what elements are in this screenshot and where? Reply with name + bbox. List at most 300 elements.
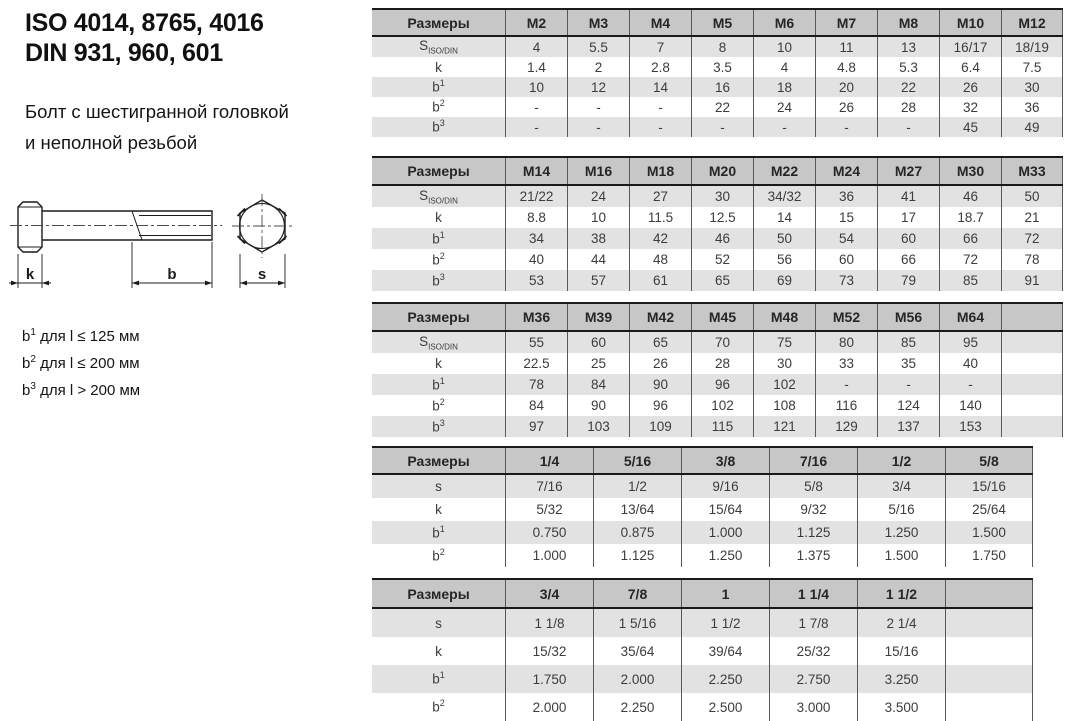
value-cell: 15/64: [681, 498, 769, 521]
value-cell: 38: [567, 228, 629, 249]
row-label: [372, 498, 505, 521]
value-cell: 11.5: [629, 207, 691, 228]
value-cell: 13/64: [593, 498, 681, 521]
value-cell: 153: [939, 416, 1001, 437]
row-label-text: $b^1$: [432, 78, 445, 95]
value-cell: 10: [567, 207, 629, 228]
column-header: [1001, 304, 1063, 330]
table-row: [372, 475, 1033, 498]
value-cell: 1.375: [769, 544, 857, 567]
table-row: [372, 57, 1063, 77]
column-header: M22: [753, 158, 815, 184]
value-cell: 116: [815, 395, 877, 416]
column-header: 1/2: [857, 448, 945, 473]
value-cell: 2: [567, 57, 629, 77]
dim-b-arrow-right: [205, 281, 212, 286]
value-cell: 12.5: [691, 207, 753, 228]
row-label-text: $b^3$: [432, 271, 445, 289]
value-cell: 78: [505, 374, 567, 395]
value-cell: 3.000: [769, 693, 857, 721]
value-cell: 54: [815, 228, 877, 249]
table-row: [372, 186, 1063, 207]
footnote-line: $b^1$ для l ≤ 125 мм: [22, 327, 140, 345]
value-cell: 66: [939, 228, 1001, 249]
value-cell: 0.875: [593, 521, 681, 544]
table-row: [372, 249, 1063, 270]
value-cell: 65: [691, 270, 753, 291]
column-header: 3/8: [681, 448, 769, 473]
value-cell: -: [567, 97, 629, 117]
value-cell: 3.500: [857, 693, 945, 721]
dim-k-arrow-left: [11, 281, 18, 286]
value-cell: 15/16: [857, 637, 945, 665]
value-cell: 24: [753, 97, 815, 117]
column-header: 1: [681, 580, 769, 607]
value-cell: 1 5/16: [593, 609, 681, 637]
table-row: [372, 637, 1033, 665]
row-label: [372, 353, 505, 374]
column-header: 7/16: [769, 448, 857, 473]
value-cell: [1001, 353, 1063, 374]
row-label: [372, 475, 505, 498]
value-cell: 11: [815, 37, 877, 57]
value-cell: 79: [877, 270, 939, 291]
column-header: M8: [877, 10, 939, 35]
column-header: 1/4: [505, 448, 593, 473]
value-cell: -: [691, 117, 753, 137]
value-cell: 1.125: [593, 544, 681, 567]
value-cell: 96: [691, 374, 753, 395]
value-cell: 7.5: [1001, 57, 1063, 77]
value-cell: 1.750: [505, 665, 593, 693]
footnote-line: $b^3$ для l > 200 мм: [22, 381, 141, 399]
column-header: M12: [1001, 10, 1063, 35]
value-cell: 2.500: [681, 693, 769, 721]
value-cell: 30: [753, 353, 815, 374]
value-cell: 72: [939, 249, 1001, 270]
value-cell: 3.5: [691, 57, 753, 77]
column-header: M14: [505, 158, 567, 184]
column-header: M20: [691, 158, 753, 184]
corner-header: Размеры: [407, 14, 470, 31]
table-row: [372, 416, 1063, 437]
row-label: [372, 207, 505, 228]
value-cell: 8.8: [505, 207, 567, 228]
row-label-text: k: [435, 502, 442, 517]
value-cell: 8: [691, 37, 753, 57]
value-cell: 66: [877, 249, 939, 270]
value-cell: 18/19: [1001, 37, 1063, 57]
value-cell: 18.7: [939, 207, 1001, 228]
value-cell: 9/16: [681, 475, 769, 498]
column-header: M2: [505, 10, 567, 35]
value-cell: 10: [505, 77, 567, 97]
page-subtitle: [25, 96, 289, 158]
row-label: [372, 395, 505, 416]
column-header: M45: [691, 304, 753, 330]
value-cell: 1 1/8: [505, 609, 593, 637]
row-label-text: k: [435, 643, 442, 659]
row-label: [372, 97, 505, 117]
footnote-line: $b^2$ для l ≤ 200 мм: [22, 354, 140, 372]
value-cell: 10: [753, 37, 815, 57]
value-cell: 48: [629, 249, 691, 270]
value-cell: -: [815, 374, 877, 395]
table-row: [372, 693, 1033, 721]
value-cell: 15: [815, 207, 877, 228]
value-cell: 25/32: [769, 637, 857, 665]
value-cell: 85: [939, 270, 1001, 291]
value-cell: 108: [753, 395, 815, 416]
value-cell: 137: [877, 416, 939, 437]
value-cell: 75: [753, 332, 815, 353]
value-cell: 7: [629, 37, 691, 57]
column-header: 1 1/4: [769, 580, 857, 607]
dim-s-arrow-right: [278, 281, 285, 286]
row-label-text: $b^2$: [432, 250, 445, 268]
column-header: M48: [753, 304, 815, 330]
value-cell: 1.500: [945, 521, 1033, 544]
column-header: M64: [939, 304, 1001, 330]
row-label-text: $b^2$: [432, 546, 445, 564]
table-row: [372, 37, 1063, 57]
value-cell: 1.500: [857, 544, 945, 567]
row-label-text: $b^3$: [432, 417, 445, 435]
row-label-text: $S_{ISO/DIN}$: [419, 38, 458, 56]
value-cell: 2.8: [629, 57, 691, 77]
dim-b-arrow-left: [132, 281, 139, 286]
row-label-text: $b^1$: [432, 229, 445, 247]
column-header: M52: [815, 304, 877, 330]
value-cell: -: [629, 117, 691, 137]
bolt-drawing: [8, 180, 328, 312]
value-cell: 28: [877, 97, 939, 117]
value-cell: 9/32: [769, 498, 857, 521]
value-cell: 30: [691, 186, 753, 207]
value-cell: 69: [753, 270, 815, 291]
value-cell: 97: [505, 416, 567, 437]
column-header: M24: [815, 158, 877, 184]
value-cell: 33: [815, 353, 877, 374]
corner-header: Размеры: [407, 309, 470, 325]
value-cell: 26: [939, 77, 1001, 97]
value-cell: 60: [877, 228, 939, 249]
row-label-text: $b^1$: [432, 375, 445, 393]
value-cell: 2.750: [769, 665, 857, 693]
value-cell: 46: [939, 186, 1001, 207]
value-cell: 1.125: [769, 521, 857, 544]
value-cell: 22: [691, 97, 753, 117]
table-row: [372, 353, 1063, 374]
row-label-text: s: [435, 615, 442, 631]
table-header-row: [372, 448, 1033, 475]
row-label-text: $S_{ISO/DIN}$: [419, 187, 458, 206]
value-cell: 57: [567, 270, 629, 291]
value-cell: 20: [815, 77, 877, 97]
table-row: [372, 609, 1033, 637]
table-row: [372, 498, 1033, 521]
value-cell: -: [567, 117, 629, 137]
dimension-table-2: [372, 156, 1063, 291]
row-label-text: $S_{ISO/DIN}$: [419, 333, 458, 352]
column-header: M18: [629, 158, 691, 184]
value-cell: 16/17: [939, 37, 1001, 57]
value-cell: 30: [1001, 77, 1063, 97]
value-cell: 4: [505, 37, 567, 57]
value-cell: 45: [939, 117, 1001, 137]
value-cell: 13: [877, 37, 939, 57]
value-cell: 1.750: [945, 544, 1033, 567]
value-cell: 22: [877, 77, 939, 97]
value-cell: 41: [877, 186, 939, 207]
value-cell: 3/4: [857, 475, 945, 498]
value-cell: 52: [691, 249, 753, 270]
value-cell: 12: [567, 77, 629, 97]
column-header: M16: [567, 158, 629, 184]
table-header-row: [372, 580, 1033, 609]
column-header: M5: [691, 10, 753, 35]
column-header: 5/8: [945, 448, 1033, 473]
value-cell: 103: [567, 416, 629, 437]
value-cell: 1 7/8: [769, 609, 857, 637]
value-cell: 1.250: [681, 544, 769, 567]
value-cell: 15/16: [945, 475, 1033, 498]
value-cell: 55: [505, 332, 567, 353]
value-cell: 26: [629, 353, 691, 374]
value-cell: 26: [815, 97, 877, 117]
value-cell: 96: [629, 395, 691, 416]
column-header: M39: [567, 304, 629, 330]
row-label: [372, 416, 505, 437]
row-label: [372, 117, 505, 137]
dim-s-arrow-left: [240, 281, 247, 286]
table-row: [372, 374, 1063, 395]
value-cell: 60: [815, 249, 877, 270]
row-label: [372, 374, 505, 395]
value-cell: 124: [877, 395, 939, 416]
value-cell: 21: [1001, 207, 1063, 228]
value-cell: [945, 609, 1033, 637]
column-header: 1 1/2: [857, 580, 945, 607]
value-cell: 32: [939, 97, 1001, 117]
column-header: M7: [815, 10, 877, 35]
value-cell: 140: [939, 395, 1001, 416]
value-cell: 24: [567, 186, 629, 207]
dim-label-b: b: [167, 266, 177, 283]
value-cell: 4.8: [815, 57, 877, 77]
table-row: [372, 332, 1063, 353]
value-cell: 21/22: [505, 186, 567, 207]
value-cell: 35: [877, 353, 939, 374]
subtitle-line-2: и неполной резьбой: [25, 132, 198, 153]
column-header: M10: [939, 10, 1001, 35]
row-label: [372, 544, 505, 567]
value-cell: [1001, 374, 1063, 395]
row-label: [372, 228, 505, 249]
value-cell: -: [877, 374, 939, 395]
value-cell: 109: [629, 416, 691, 437]
value-cell: [1001, 395, 1063, 416]
value-cell: 78: [1001, 249, 1063, 270]
table-row: [372, 117, 1063, 137]
row-label: [372, 57, 505, 77]
value-cell: 84: [567, 374, 629, 395]
table-row: [372, 544, 1033, 567]
value-cell: 18: [753, 77, 815, 97]
value-cell: 53: [505, 270, 567, 291]
row-label-text: $b^1$: [432, 523, 445, 541]
column-header: M33: [1001, 158, 1063, 184]
value-cell: 34: [505, 228, 567, 249]
column-header: M27: [877, 158, 939, 184]
value-cell: 40: [505, 249, 567, 270]
table-row: [372, 665, 1033, 693]
row-label-text: k: [435, 59, 442, 75]
value-cell: 28: [691, 353, 753, 374]
value-cell: 16: [691, 77, 753, 97]
value-cell: 50: [753, 228, 815, 249]
row-label: [372, 637, 505, 665]
value-cell: 2.000: [593, 665, 681, 693]
row-label-text: k: [435, 210, 442, 225]
value-cell: 95: [939, 332, 1001, 353]
value-cell: 25: [567, 353, 629, 374]
table-row: [372, 395, 1063, 416]
row-label-text: $b^3$: [432, 118, 445, 135]
value-cell: [1001, 332, 1063, 353]
subtitle-line-1: Болт с шестигранной головкой: [25, 101, 289, 122]
row-label-text: $b^1$: [432, 670, 445, 687]
column-header: 7/8: [593, 580, 681, 607]
title-line-din: DIN 931, 960, 601: [25, 39, 223, 67]
value-cell: 7/16: [505, 475, 593, 498]
row-label: [372, 77, 505, 97]
value-cell: -: [505, 117, 567, 137]
value-cell: 73: [815, 270, 877, 291]
table-header-row: [372, 158, 1063, 186]
table-row: [372, 521, 1033, 544]
value-cell: -: [939, 374, 1001, 395]
dim-label-k: k: [25, 266, 35, 283]
value-cell: 6.4: [939, 57, 1001, 77]
value-cell: 34/32: [753, 186, 815, 207]
value-cell: 1.000: [681, 521, 769, 544]
dimension-table-1: [372, 8, 1063, 137]
value-cell: -: [505, 97, 567, 117]
value-cell: 2.250: [681, 665, 769, 693]
value-cell: 90: [629, 374, 691, 395]
value-cell: 1/2: [593, 475, 681, 498]
row-label: [372, 249, 505, 270]
value-cell: 5.3: [877, 57, 939, 77]
table-row: [372, 207, 1063, 228]
value-cell: [945, 693, 1033, 721]
value-cell: 17: [877, 207, 939, 228]
value-cell: 5.5: [567, 37, 629, 57]
value-cell: 1.4: [505, 57, 567, 77]
row-label: [372, 665, 505, 693]
value-cell: 91: [1001, 270, 1063, 291]
row-label: [372, 609, 505, 637]
value-cell: 5/8: [769, 475, 857, 498]
value-cell: 102: [753, 374, 815, 395]
row-label-text: s: [435, 479, 442, 494]
row-label-text: $b^2$: [432, 698, 445, 715]
value-cell: 14: [629, 77, 691, 97]
value-cell: 4: [753, 57, 815, 77]
value-cell: 90: [567, 395, 629, 416]
value-cell: 36: [815, 186, 877, 207]
value-cell: -: [753, 117, 815, 137]
value-cell: 102: [691, 395, 753, 416]
column-header: M30: [939, 158, 1001, 184]
table-header-row: [372, 10, 1063, 37]
value-cell: 0.750: [505, 521, 593, 544]
value-cell: 42: [629, 228, 691, 249]
value-cell: 60: [567, 332, 629, 353]
corner-header: Размеры: [407, 585, 470, 602]
value-cell: 70: [691, 332, 753, 353]
value-cell: -: [815, 117, 877, 137]
value-cell: 5/32: [505, 498, 593, 521]
value-cell: 1.000: [505, 544, 593, 567]
value-cell: 2 1/4: [857, 609, 945, 637]
column-header: M6: [753, 10, 815, 35]
value-cell: 129: [815, 416, 877, 437]
table-row: [372, 228, 1063, 249]
value-cell: 61: [629, 270, 691, 291]
value-cell: -: [877, 117, 939, 137]
table-row: [372, 97, 1063, 117]
value-cell: 36: [1001, 97, 1063, 117]
value-cell: 121: [753, 416, 815, 437]
bolt-head-chamfer-lines: [18, 207, 42, 247]
value-cell: 72: [1001, 228, 1063, 249]
value-cell: 27: [629, 186, 691, 207]
corner-header: Размеры: [407, 452, 470, 469]
value-cell: 14: [753, 207, 815, 228]
page-title: [25, 8, 264, 68]
value-cell: 85: [877, 332, 939, 353]
value-cell: [945, 665, 1033, 693]
row-label-text: $b^2$: [432, 396, 445, 414]
column-header: M4: [629, 10, 691, 35]
value-cell: 84: [505, 395, 567, 416]
value-cell: 65: [629, 332, 691, 353]
footnotes: [22, 321, 140, 402]
value-cell: [1001, 416, 1063, 437]
value-cell: 56: [753, 249, 815, 270]
value-cell: 115: [691, 416, 753, 437]
table-header-row: [372, 304, 1063, 332]
value-cell: 80: [815, 332, 877, 353]
title-line-iso: ISO 4014, 8765, 4016: [25, 9, 264, 37]
value-cell: 15/32: [505, 637, 593, 665]
value-cell: 2.000: [505, 693, 593, 721]
value-cell: 40: [939, 353, 1001, 374]
value-cell: 1 1/2: [681, 609, 769, 637]
column-header: 5/16: [593, 448, 681, 473]
row-label-text: k: [435, 356, 442, 371]
column-header: M36: [505, 304, 567, 330]
value-cell: 35/64: [593, 637, 681, 665]
value-cell: 5/16: [857, 498, 945, 521]
column-header: M42: [629, 304, 691, 330]
corner-header: Размеры: [407, 163, 470, 179]
value-cell: 1.250: [857, 521, 945, 544]
column-header: 3/4: [505, 580, 593, 607]
bolt-head-outline: [18, 202, 42, 252]
